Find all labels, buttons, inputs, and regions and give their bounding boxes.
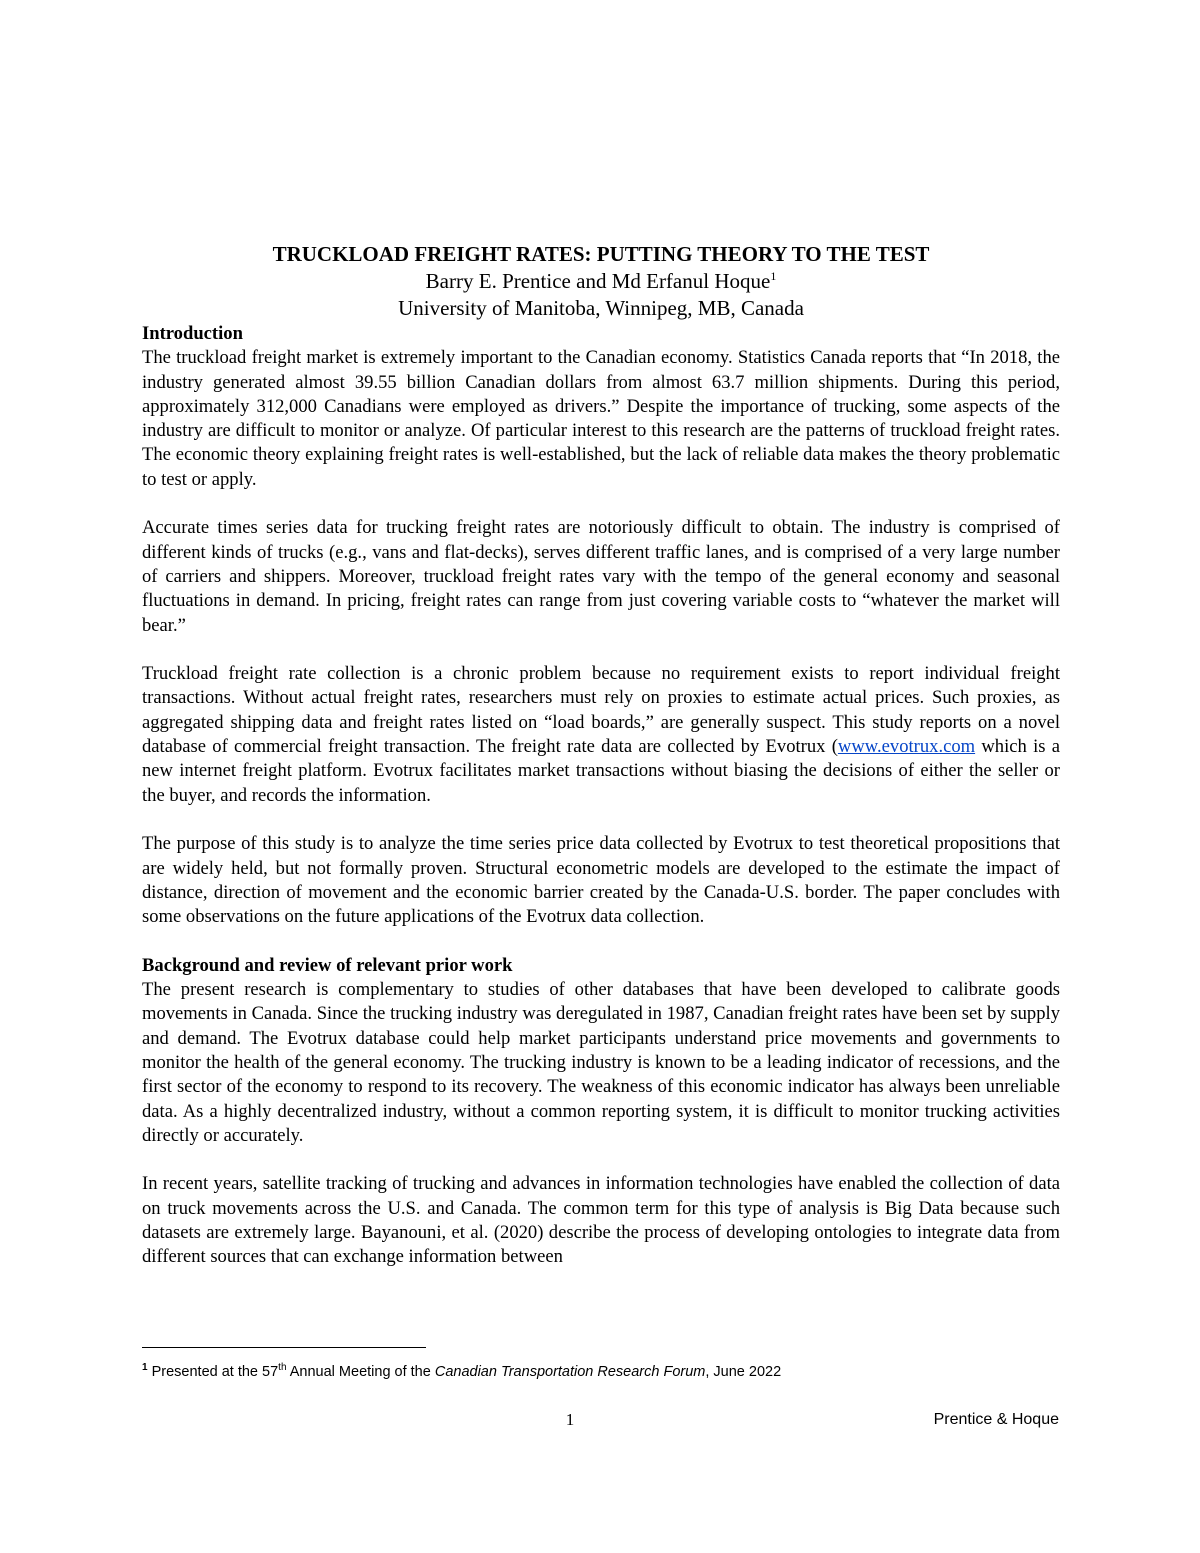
title-block — [142, 240, 1060, 322]
introduction-paragraph-1: The truckload freight market is extremely important to the Canadian economy. Statistics Canada reports that “In 2018, the industry generated almost 39.55 billion Canadian dollars from almost 63.7 million shipments. During this period, approximately 312,000 Canadians were employed as drivers.” Despite the importance of trucking, some aspects of the industry are difficult to monitor or analyze. Of particular interest to this research are the patterns of truckload freight rates. The economic theory explaining freight rates is well-established, but the lack of reliable data makes the theory problematic to test or apply. — [142, 347, 1060, 490]
page-number: 1 — [565, 1410, 575, 1429]
introduction-paragraph-4: The purpose of this study is to analyze the time series price data collected by Evotrux to test theoretical propositions that are widely held, but not formally proven. Structural econometric models are developed to the estimate the impact of distance, direction of movement and the economic barrier created by the Canada-U.S. border. The paper concludes with some observations on the future applications of the Evotrux data collection. — [142, 833, 1060, 928]
introduction-heading: Introduction — [142, 323, 243, 344]
footnote-ordinal: th — [278, 1362, 287, 1374]
introduction-paragraph-3 — [142, 662, 1060, 808]
footnote-venue: Canadian Transportation Research Forum — [434, 1364, 706, 1380]
background-heading: Background and review of relevant prior work — [142, 954, 513, 976]
running-head: Prentice & Hoque — [933, 1411, 1059, 1428]
paragraph-3-text-a: Truckload freight rate collection is a chronic problem because no requirement exists to report individual freight transactions. Without actual freight rates, researchers must rely on proxies to estimate actual prices. Such proxies, as aggregated shipping data and freight rates listed on “load boards,” are generally suspect. This study reports on a novel database of commercial freight transaction. The freight rate data are collected by Evotrux ( — [142, 663, 1060, 758]
footnote — [142, 1362, 781, 1382]
evotrux-link[interactable]: www.evotrux.com — [837, 736, 976, 758]
authors: Barry E. Prentice and Md Erfanul Hoque — [425, 269, 771, 293]
footnote-mark: 1 — [142, 1362, 148, 1374]
paper-body — [142, 322, 1060, 1270]
background-paragraph-1: The present research is complementary to studies of other databases that have been developed to calibrate goods movements in Canada. Since the trucking industry was deregulated in 1987, Canadian freight rates have been set by supply and demand. The Evotrux database could help market participants understand price movements and governments to monitor the health of the general economy. The trucking industry is known to be a leading indicator of recessions, and the first sector of the economy to respond to its recovery. The weakness of this economic indicator has always been unreliable data. As a highly decentralized industry, without a common reporting system, it is difficult to monitor trucking activities directly or accurately. — [142, 979, 1060, 1146]
paragraph-3-text-b: which is a new internet freight platform. Evotrux facilitates market transactions without biasing the decisions of either the seller or the buyer, and records the information. — [142, 736, 1060, 806]
footnote-text-c: , June 2022 — [705, 1364, 782, 1380]
paper-title: TRUCKLOAD FREIGHT RATES: PUTTING THEORY TO THE TEST — [272, 242, 930, 266]
footnote-divider — [142, 1347, 426, 1348]
footnote-text-b: Annual Meeting of the — [286, 1364, 435, 1380]
affiliation: University of Manitoba, Winnipeg, MB, Canada — [398, 296, 804, 320]
introduction-paragraph-2: Accurate times series data for trucking freight rates are notoriously difficult to obtain. The industry is comprised of different kinds of trucks (e.g., vans and flat-decks), serves different traffic lanes, and is comprised of a very large number of carriers and shippers. Moreover, truckload freight rates vary with the tempo of the general economy and seasonal fluctuations in demand. In pricing, freight rates can range from just covering variable costs to “whatever the market will bear.” — [142, 517, 1060, 636]
authors-line — [142, 268, 1060, 295]
footnote-text-a: Presented at the 57 — [151, 1364, 279, 1380]
author-footnote-mark[interactable]: 1 — [770, 269, 777, 283]
background-paragraph-2: In recent years, satellite tracking of trucking and advances in information technologies have enabled the collection of data on truck movements across the U.S. and Canada. The common term for this type of analysis is Big Data because such datasets are extremely large. Bayanouni, et al. (2020) describe the process of developing ontologies to integrate data from different sources that can exchange information between — [142, 1173, 1060, 1268]
